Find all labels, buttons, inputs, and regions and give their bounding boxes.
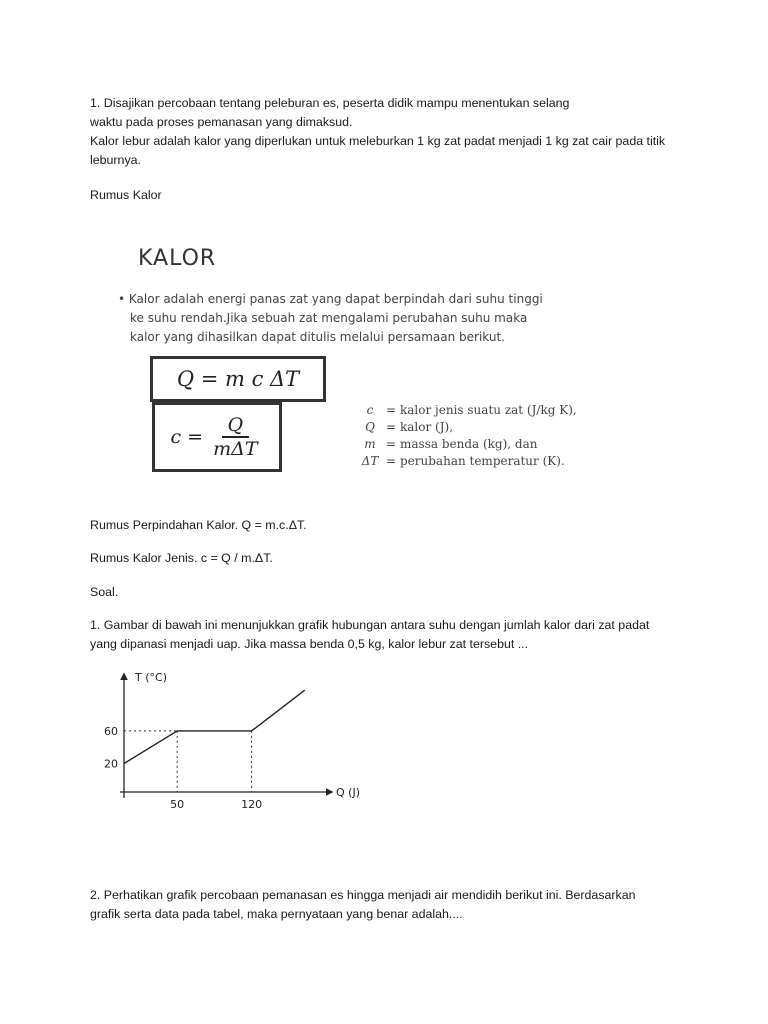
figure-bullet-line: ke suhu rendah.Jika sebuah zat mengalami perubahan suhu maka bbox=[130, 311, 528, 325]
soal-heading: Soal. bbox=[90, 585, 119, 599]
legend-equals: = bbox=[385, 454, 397, 468]
rumus-perpindahan: Rumus Perpindahan Kalor. Q = m.c.ΔT. bbox=[90, 518, 307, 532]
question-1-line: yang dipanasi menjadi uap. Jika massa benda 0,5 kg, kalor lebur zat tersebut ... bbox=[90, 637, 529, 651]
x-tick-label: 120 bbox=[241, 798, 263, 811]
chart-svg bbox=[90, 668, 390, 818]
legend-description: kalor jenis suatu zat (J/kg K), bbox=[400, 403, 577, 417]
question-2-line: grafik serta data pada tabel, maka pernyataan yang benar adalah.... bbox=[90, 907, 463, 921]
formula-numerator: Q bbox=[222, 414, 250, 438]
legend-row bbox=[358, 402, 668, 419]
question-2-line: 2. Perhatikan grafik percobaan pemanasan es hingga menjadi air mendidih berikut ini. Berdasarkan bbox=[90, 888, 636, 902]
question-1 bbox=[90, 616, 690, 654]
x-tick-label: 50 bbox=[170, 798, 185, 811]
kalor-figure bbox=[110, 238, 670, 488]
formula-specific-heat-lhs: c = bbox=[170, 426, 204, 448]
series-layer bbox=[124, 690, 305, 763]
formula-box-heat bbox=[150, 356, 326, 402]
intro-line: 1. Disajikan percobaan tentang peleburan es, peserta didik mampu menentukan selang bbox=[90, 96, 570, 110]
symbol-legend bbox=[358, 402, 668, 470]
legend-row bbox=[358, 419, 668, 436]
legend-description: kalor (J), bbox=[400, 420, 454, 434]
figure-bullet-line: kalor yang dihasilkan dapat ditulis melalui persamaan berikut. bbox=[130, 330, 505, 344]
legend-symbol: c bbox=[366, 403, 374, 417]
legend-symbol: ΔT bbox=[361, 454, 379, 468]
legend-equals: = bbox=[385, 420, 397, 434]
legend-symbol: Q bbox=[365, 420, 375, 434]
question-1-line: 1. Gambar di bawah ini menunjukkan grafik hubungan antara suhu dengan jumlah kalor dari zat padat bbox=[90, 618, 650, 632]
formula-denominator: mΔT bbox=[213, 438, 258, 460]
legend-description: massa benda (kg), dan bbox=[400, 437, 538, 451]
figure-bullet-line: • Kalor adalah energi panas zat yang dapat berpindah dari suhu tinggi bbox=[118, 292, 543, 306]
y-axis-label: T (°C) bbox=[135, 671, 167, 684]
formula-box-specific-heat bbox=[152, 402, 282, 472]
intro-paragraph bbox=[90, 94, 690, 170]
legend-equals: = bbox=[385, 403, 397, 417]
rumus-jenis: Rumus Kalor Jenis. c = Q / m.ΔT. bbox=[90, 551, 273, 565]
y-tick-label: 60 bbox=[104, 724, 118, 738]
intro-line: waktu pada proses pemanasan yang dimaksud. bbox=[90, 115, 353, 129]
legend-row bbox=[358, 453, 668, 470]
legend-equals: = bbox=[385, 437, 397, 451]
rumus-heading: Rumus Kalor bbox=[90, 188, 162, 202]
heating-curve-line bbox=[124, 690, 305, 763]
intro-line: Kalor lebur adalah kalor yang diperlukan untuk meleburkan 1 kg zat padat menjadi 1 kg zat cair pada titik bbox=[90, 134, 666, 148]
figure-bullet-text bbox=[118, 290, 663, 347]
figure-title: KALOR bbox=[138, 246, 217, 271]
legend-description: perubahan temperatur (K). bbox=[400, 454, 565, 468]
guide-lines bbox=[124, 731, 252, 792]
question-2 bbox=[90, 886, 690, 924]
x-axis-label: Q (J) bbox=[336, 786, 360, 799]
formula-fraction bbox=[207, 414, 263, 460]
intro-line: leburnya. bbox=[90, 153, 141, 167]
legend-symbol: m bbox=[364, 437, 376, 451]
formula-heat: Q = m c ΔT bbox=[176, 367, 300, 391]
legend-row bbox=[358, 436, 668, 453]
y-tick-label: 20 bbox=[104, 757, 118, 771]
temperature-heat-chart bbox=[90, 668, 390, 818]
